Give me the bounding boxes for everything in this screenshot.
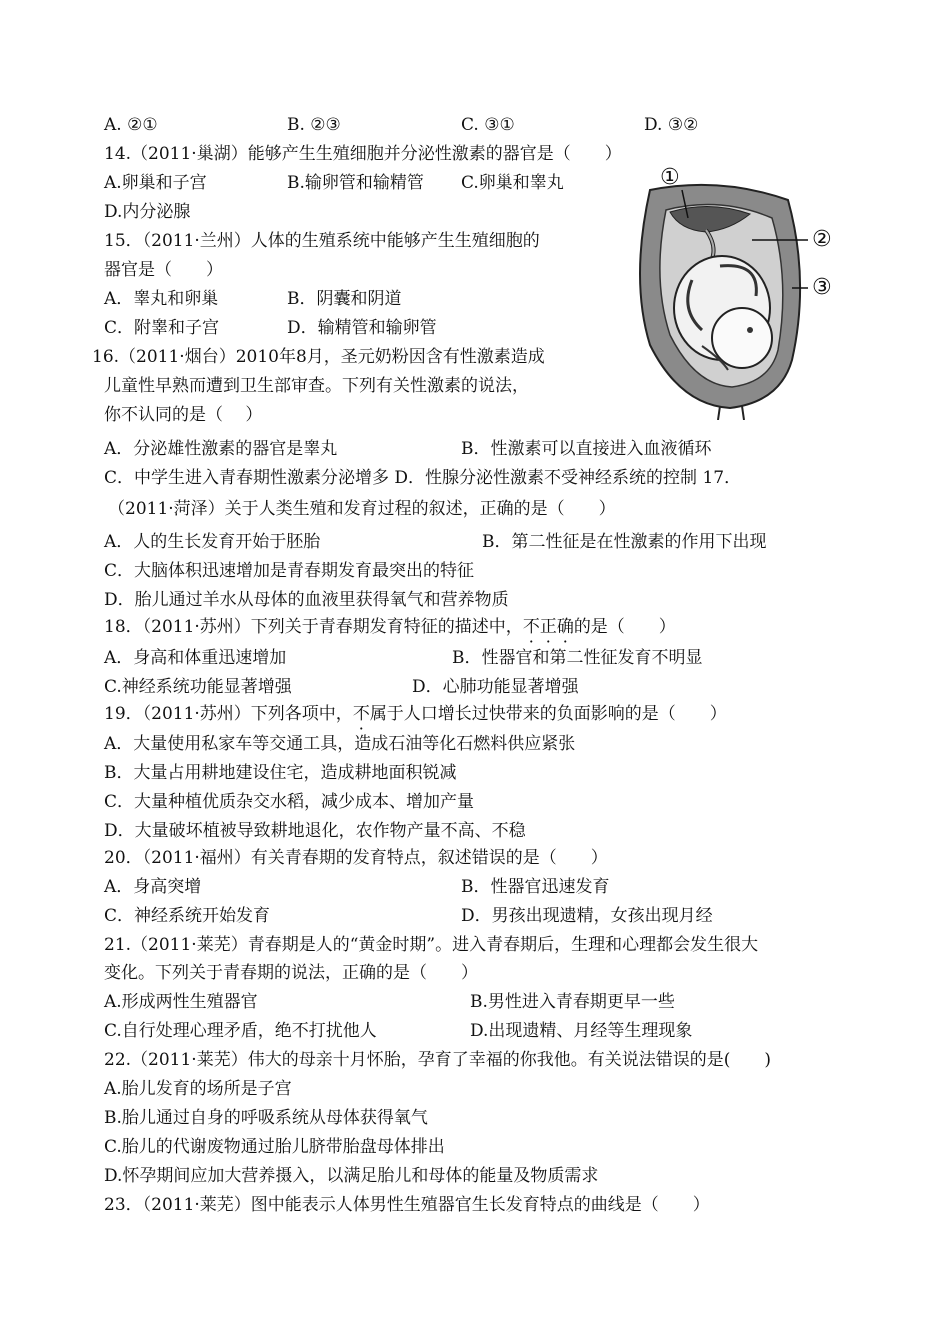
- figure-label-3: ③: [812, 275, 832, 300]
- q22-option-b[interactable]: B.胎儿通过自身的呼吸系统从母体获得氧气: [104, 1108, 428, 1128]
- q17-option-b[interactable]: B．第二性征是在性激素的作用下出现: [482, 532, 767, 552]
- q13-option-a[interactable]: A. ②①: [104, 115, 158, 135]
- q22-option-a[interactable]: A.胎儿发育的场所是子宫: [104, 1079, 292, 1099]
- q15-stem-line1: 15．（2011·兰州）人体的生殖系统中能够产生生殖细胞的: [104, 231, 540, 251]
- q22-option-c[interactable]: C.胎儿的代谢废物通过胎儿脐带胎盘母体排出: [104, 1137, 445, 1157]
- q20-option-c[interactable]: C．神经系统开始发育: [104, 906, 271, 926]
- q19-option-c[interactable]: C．大量种植优质杂交水稻，减少成本、增加产量: [104, 792, 475, 812]
- q21-option-c[interactable]: C.自行处理心理矛盾，绝不打扰他人: [104, 1021, 377, 1041]
- q18-option-b[interactable]: B．性器官和第二性征发育不明显: [452, 648, 703, 668]
- q13-option-c[interactable]: C. ③①: [461, 115, 515, 135]
- q14-option-c[interactable]: C.卵巢和睾丸: [461, 173, 564, 193]
- q17-option-a[interactable]: A．人的生长发育开始于胚胎: [104, 532, 321, 552]
- q21-stem-line1: 21.（2011·莱芜）青春期是人的“黄金时期”。进入青春期后，生理和心理都会发生很大: [104, 935, 759, 955]
- q21-option-b[interactable]: B.男性进入青春期更早一些: [470, 992, 675, 1012]
- q15-option-d[interactable]: D．输精管和输卵管: [287, 318, 437, 338]
- q19-option-b[interactable]: B．大量占用耕地建设住宅，造成耕地面积锐减: [104, 763, 457, 783]
- q20-option-a[interactable]: A．身高突增: [104, 877, 202, 897]
- q14-option-a[interactable]: A.卵巢和子宫: [104, 173, 207, 193]
- q19-stem-prefix: 19．（2011·苏州）下列各项中，: [104, 704, 353, 724]
- figure-label-1: ①: [660, 165, 680, 190]
- q19-stem: [104, 703, 727, 725]
- q20-option-d[interactable]: D．男孩出现遗精，女孩出现月经: [461, 906, 713, 926]
- q22-stem: 22.（2011·莱芜）伟大的母亲十月怀胎，孕育了幸福的你我他。有关说法错误的是( ): [104, 1050, 771, 1070]
- q21-option-a[interactable]: A.形成两性生殖器官: [104, 992, 258, 1012]
- q13-option-b[interactable]: B. ②③: [287, 115, 341, 135]
- uterus-diagram: [610, 170, 842, 420]
- q19-option-d[interactable]: D．大量破坏植被导致耕地退化，农作物产量不高、不稳: [104, 821, 526, 841]
- q19-stem-suffix: 属于人口增长过快带来的负面影响的是（ ）: [369, 704, 727, 724]
- q23-stem: 23．（2011·莱芜）图中能表示人体男性生殖器官生长发育特点的曲线是（ ）: [104, 1195, 710, 1215]
- q16-options-cd[interactable]: C．中学生进入青春期性激素分泌增多 D．性腺分泌性激素不受神经系统的控制 17．: [104, 468, 742, 488]
- q14-stem: 14.（2011·巢湖）能够产生生殖细胞并分泌性激素的器官是（ ）: [104, 144, 622, 164]
- q16-option-a[interactable]: A．分泌雄性激素的器官是睾丸: [104, 439, 338, 459]
- q17-option-d[interactable]: D．胎儿通过羊水从母体的血液里获得氧气和营养物质: [104, 590, 509, 610]
- q20-option-b[interactable]: B．性器官迅速发育: [461, 877, 610, 897]
- q15-stem-line2: 器官是（ ）: [104, 260, 223, 280]
- q18-option-a[interactable]: A．身高和体重迅速增加: [104, 648, 287, 668]
- figure-label-2: ②: [812, 227, 832, 252]
- q16-stem-line3: 你不认同的是（ ）: [104, 405, 263, 425]
- q21-stem-line2: 变化。下列关于青春期的说法，正确的是（ ）: [104, 963, 478, 983]
- q19-option-a[interactable]: A．大量使用私家车等交通工具，造成石油等化石燃料供应紧张: [104, 734, 576, 754]
- q18-stem-suffix: 的是（ ）: [573, 617, 676, 637]
- q15-option-b[interactable]: B．阴囊和阴道: [287, 289, 402, 309]
- q16-stem-line2: 儿童性早熟而遭到卫生部审查。下列有关性激素的说法，: [104, 376, 529, 396]
- q21-option-d[interactable]: D.出现遗精、月经等生理现象: [470, 1021, 693, 1041]
- q22-option-d[interactable]: D.怀孕期间应加大营养摄入，以满足胎儿和母体的能量及物质需求: [104, 1166, 599, 1186]
- q15-option-c[interactable]: C．附睾和子宫: [104, 318, 220, 338]
- q17-option-c[interactable]: C．大脑体积迅速增加是青春期发育最突出的特征: [104, 561, 475, 581]
- q16-stem-line1: 16.（2011·烟台）2010年8月，圣元奶粉因含有性激素造成: [92, 347, 545, 367]
- q20-stem: 20．（2011·福州）有关青春期的发育特点，叙述错误的是（ ）: [104, 848, 608, 868]
- q18-stem-prefix: 18．（2011·苏州）下列关于青春期发育特征的描述中，: [104, 617, 523, 637]
- q18-emphasis-char-1: 不: [522, 617, 540, 637]
- q19-emphasis-char: 不: [352, 704, 370, 724]
- q17-stem: （2011·菏泽）关于人类生殖和发育过程的叙述，正确的是（ ）: [108, 499, 616, 519]
- q18-stem: [104, 616, 676, 638]
- q18-emphasis-char-3: 确: [556, 617, 574, 637]
- q18-option-d[interactable]: D．心肺功能显著增强: [412, 677, 579, 697]
- q18-option-c[interactable]: C.神经系统功能显著增强: [104, 677, 292, 697]
- q15-option-a[interactable]: A．睾丸和卵巢: [104, 289, 219, 309]
- q14-option-b[interactable]: B.输卵管和输精管: [287, 173, 424, 193]
- q18-emphasis-char-2: 正: [539, 617, 557, 637]
- fetus-in-uterus-illustration: [610, 165, 842, 420]
- q14-option-d[interactable]: D.内分泌腺: [104, 202, 191, 222]
- q16-option-b[interactable]: B．性激素可以直接进入血液循环: [461, 439, 712, 459]
- q13-option-d[interactable]: D. ③②: [644, 115, 699, 135]
